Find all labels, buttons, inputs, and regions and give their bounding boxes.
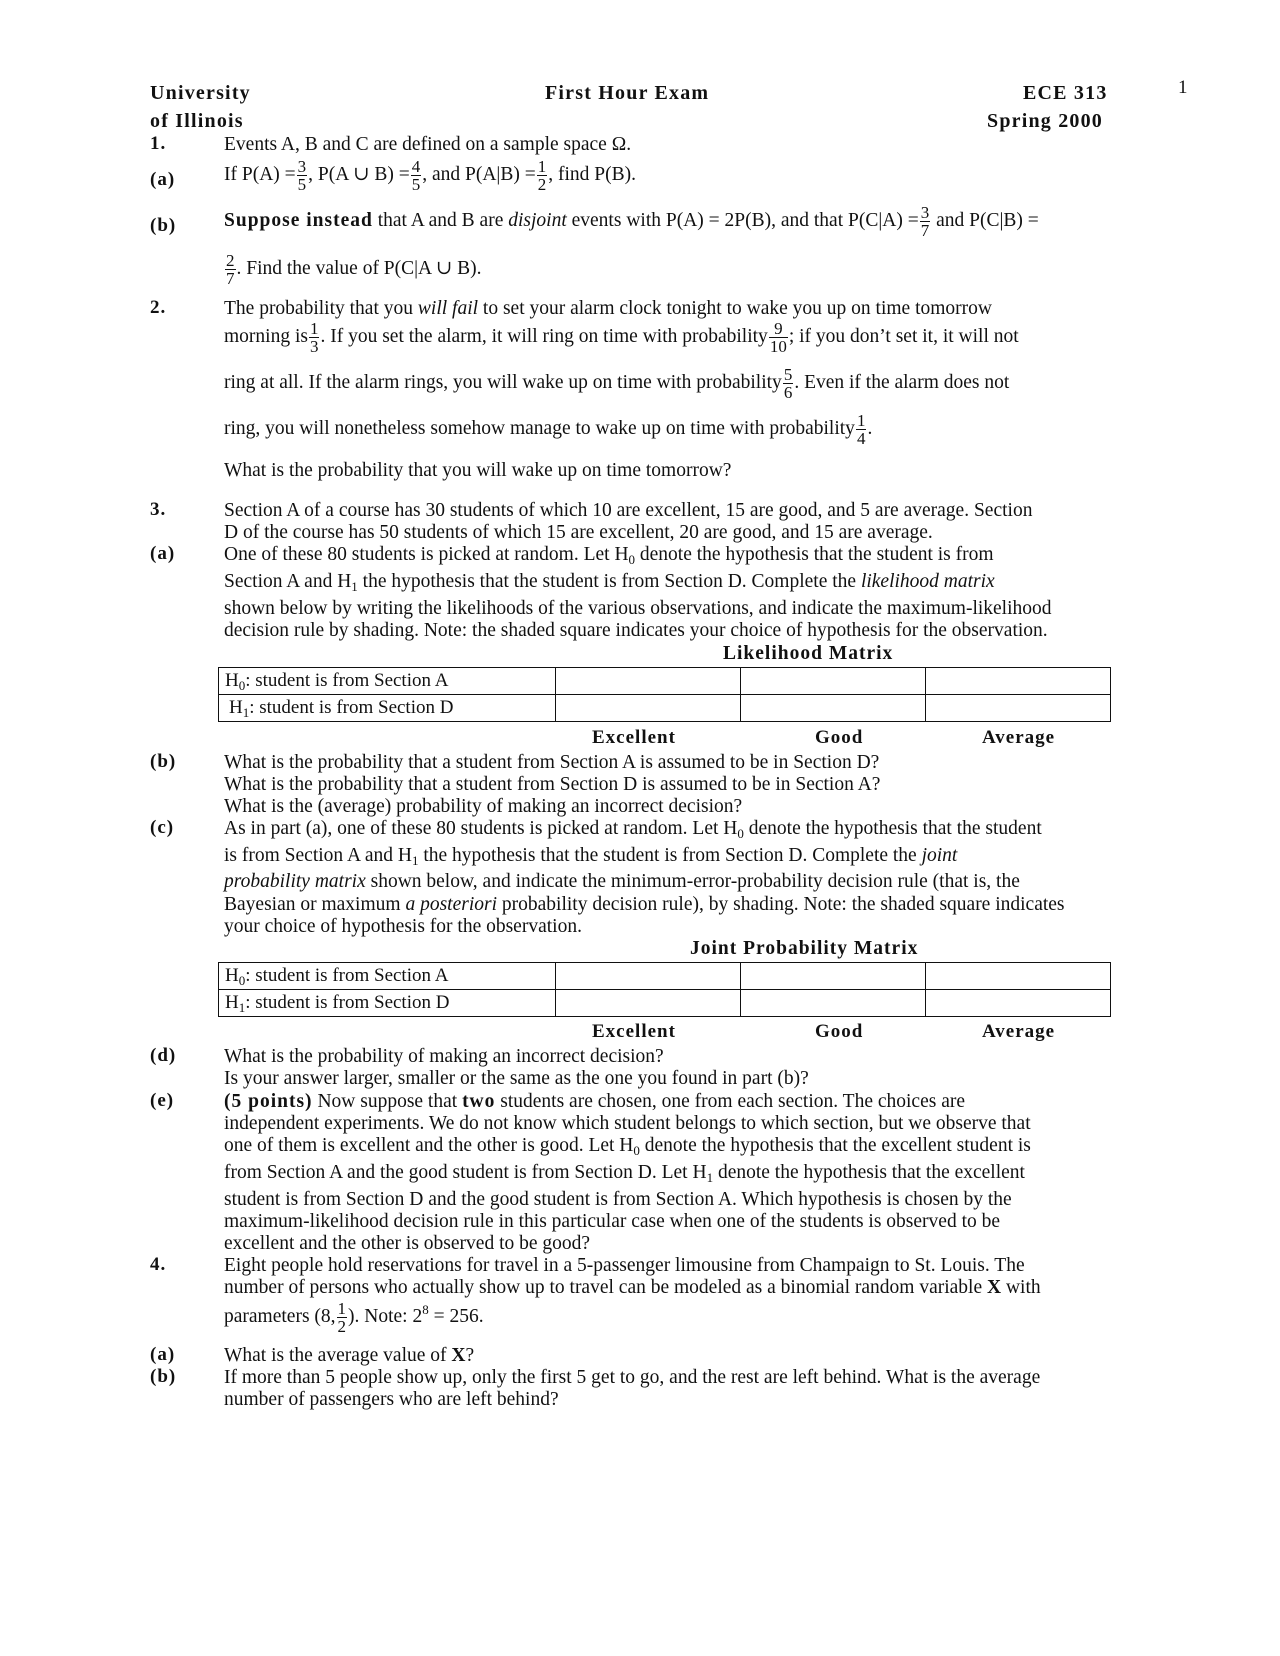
q3e-line5: student is from Section D and the good student is from Section A. Which hypothesis is chosen by the bbox=[224, 1189, 1012, 1210]
joint-row-h1-label: $H_1$: student is from Section D bbox=[219, 990, 556, 1017]
likelihood-cell-h0-good[interactable] bbox=[741, 668, 926, 695]
likelihood-row-h1-label: $H_1$: student is from Section D bbox=[219, 695, 556, 722]
likelihood-col-good: Good bbox=[815, 727, 864, 748]
header-university: University bbox=[150, 82, 251, 104]
likelihood-row-h0 bbox=[219, 668, 1111, 695]
joint-row-h0 bbox=[219, 963, 1111, 990]
q3a-label: (a) bbox=[150, 543, 176, 564]
likelihood-row-h1 bbox=[219, 695, 1111, 722]
q3e-line2: independent experiments. We do not know which student belongs to which section, but we observe that bbox=[224, 1113, 1031, 1134]
joint-row-h0-label: $H_0$: student is from Section A bbox=[219, 963, 556, 990]
joint-probability-matrix bbox=[218, 962, 1111, 1017]
likelihood-row-h0-label: $H_0$: student is from Section A bbox=[219, 668, 556, 695]
q3c-line3: probability matrix shown below, and indicate the minimum-error-probability decision rule (that is, the bbox=[224, 871, 1020, 892]
q3-label: 3. bbox=[150, 499, 167, 520]
q3b-line2: What is the probability that a student from Section D is assumed to be in Section A? bbox=[224, 774, 881, 795]
joint-row-h1 bbox=[219, 990, 1111, 1017]
joint-cell-h1-excellent[interactable] bbox=[556, 990, 741, 1017]
q1-label: 1. bbox=[150, 133, 167, 154]
q4b-line1: If more than 5 people show up, only the first 5 get to go, and the rest are left behind. What is the average bbox=[224, 1367, 1041, 1388]
header-exam-title: First Hour Exam bbox=[545, 82, 710, 104]
q3d-line2: Is your answer larger, smaller or the same as the one you found in part (b)? bbox=[224, 1068, 809, 1089]
joint-col-good: Good bbox=[815, 1021, 864, 1042]
q1b-text: Suppose instead that A and B are disjoint events with P(A) = 2P(B), and that P(C|A) = $\frac{3}{7}$ and P(C|B) = bbox=[224, 203, 1039, 240]
joint-col-average: Average bbox=[982, 1021, 1056, 1042]
q3d-label: (d) bbox=[150, 1045, 177, 1066]
q3c-label: (c) bbox=[150, 817, 175, 838]
q4-label: 4. bbox=[150, 1254, 167, 1275]
likelihood-cell-h1-average[interactable] bbox=[926, 695, 1111, 722]
q1-intro: Events A, B and C are defined on a sample space Ω. bbox=[224, 134, 632, 155]
q3e-line4: from Section A and the good student is from Section D. Let $H_1$ denote the hypothesis that the excellent bbox=[224, 1162, 1025, 1185]
q3e-line1: (5 points) Now suppose that two students are chosen, one from each section. The choices are bbox=[224, 1091, 966, 1112]
q4a-text: What is the average value of X? bbox=[224, 1345, 475, 1366]
q3b-line3: What is the (average) probability of making an incorrect decision? bbox=[224, 796, 743, 817]
joint-col-excellent: Excellent bbox=[592, 1021, 676, 1042]
q2-line5: What is the probability that you will wake up on time tomorrow? bbox=[224, 460, 732, 481]
q3a-line2: Section A and $H_1$ the hypothesis that the student is from Section D. Complete the likelihood matrix bbox=[224, 571, 995, 594]
q3c-line1: As in part (a), one of these 80 students is picked at random. Let $H_0$ denote the hypothesis that the student bbox=[224, 818, 1042, 841]
q3-intro1: Section A of a course has 30 students of which 10 are excellent, 15 are good, and 5 are average. Section bbox=[224, 500, 1033, 521]
likelihood-col-average: Average bbox=[982, 727, 1056, 748]
joint-cell-h1-good[interactable] bbox=[741, 990, 926, 1017]
joint-cell-h0-excellent[interactable] bbox=[556, 963, 741, 990]
q4-line3: parameters (8, $\frac{1}{2}$ ). Note: $2^8 = 256$. bbox=[224, 1299, 484, 1336]
q1b-text-line2: $\frac{2}{7}$ . Find the value of P(C|A ∪ B). bbox=[226, 251, 482, 288]
q1a-label: (a) bbox=[150, 169, 176, 190]
q3c-line2: is from Section A and $H_1$ the hypothesis that the student is from Section D. Complete the joint bbox=[224, 845, 958, 868]
joint-cell-h0-good[interactable] bbox=[741, 963, 926, 990]
q3a-line3: shown below by writing the likelihoods of the various observations, and indicate the maximum-likelihood bbox=[224, 598, 1052, 619]
q4-line2: number of persons who actually show up to travel can be modeled as a binomial random variable X with bbox=[224, 1277, 1041, 1298]
header-of-illinois: of Illinois bbox=[150, 110, 244, 132]
q3c-line4: Bayesian or maximum a posteriori probability decision rule), by shading. Note: the shaded square indicates bbox=[224, 894, 1065, 915]
q3b-label: (b) bbox=[150, 751, 177, 772]
q3e-line6: maximum-likelihood decision rule in this particular case when one of the students is observed to be bbox=[224, 1211, 1001, 1232]
header-term: Spring 2000 bbox=[987, 110, 1104, 132]
joint-matrix-title: Joint Probability Matrix bbox=[690, 938, 919, 959]
joint-cell-h1-average[interactable] bbox=[926, 990, 1111, 1017]
q4b-line2: number of passengers who are left behind? bbox=[224, 1389, 559, 1410]
q3-intro2: D of the course has 50 students of which 15 are excellent, 20 are good, and 15 are average. bbox=[224, 522, 933, 543]
likelihood-cell-h0-average[interactable] bbox=[926, 668, 1111, 695]
q1b-label: (b) bbox=[150, 215, 177, 236]
q4-line1: Eight people hold reservations for travel in a 5-passenger limousine from Champaign to St. Louis. The bbox=[224, 1255, 1025, 1276]
q4b-label: (b) bbox=[150, 1366, 177, 1387]
likelihood-matrix bbox=[218, 667, 1111, 722]
q3b-line1: What is the probability that a student from Section A is assumed to be in Section D? bbox=[224, 752, 880, 773]
q3a-line4: decision rule by shading. Note: the shaded square indicates your choice of hypothesis for the observation. bbox=[224, 620, 1048, 641]
likelihood-matrix-title: Likelihood Matrix bbox=[723, 643, 894, 664]
q2-line1: The probability that you will fail to set your alarm clock tonight to wake you up on time tomorrow bbox=[224, 298, 992, 319]
likelihood-cell-h0-excellent[interactable] bbox=[556, 668, 741, 695]
likelihood-cell-h1-good[interactable] bbox=[741, 695, 926, 722]
q2-label: 2. bbox=[150, 297, 167, 318]
q3e-line3: one of them is excellent and the other is good. Let $H_0$ denote the hypothesis that the excellent student is bbox=[224, 1135, 1031, 1158]
q1a-text: If P(A) = $\frac{3}{5}$ , P(A ∪ B) = $\frac{4}{5}$ , and P(A|B) = $\frac{1}{2}$ , find P(B). bbox=[224, 157, 636, 194]
likelihood-cell-h1-excellent[interactable] bbox=[556, 695, 741, 722]
likelihood-col-excellent: Excellent bbox=[592, 727, 676, 748]
q4a-label: (a) bbox=[150, 1344, 176, 1365]
q3a-line1: One of these 80 students is picked at random. Let $H_0$ denote the hypothesis that the student is from bbox=[224, 544, 994, 567]
q3c-line5: your choice of hypothesis for the observation. bbox=[224, 916, 582, 937]
page-number: 1 bbox=[1178, 77, 1188, 98]
q2-line2: morning is $\frac{1}{3}$ . If you set the alarm, it will ring on time with probability $\frac{9}{10}$ ; if you don’t set it, it will not bbox=[224, 319, 1019, 356]
q2-line4: ring, you will nonetheless somehow manage to wake up on time with probability $\frac{1}{4}$ . bbox=[224, 411, 873, 448]
header-course: ECE 313 bbox=[1023, 82, 1108, 104]
q3e-label: (e) bbox=[150, 1090, 175, 1111]
joint-cell-h0-average[interactable] bbox=[926, 963, 1111, 990]
q3e-line7: excellent and the other is observed to be good? bbox=[224, 1233, 591, 1254]
q3d-line1: What is the probability of making an incorrect decision? bbox=[224, 1046, 664, 1067]
q2-line3: ring at all. If the alarm rings, you will wake up on time with probability $\frac{5}{6}$ . Even if the alarm does not bbox=[224, 365, 1010, 402]
